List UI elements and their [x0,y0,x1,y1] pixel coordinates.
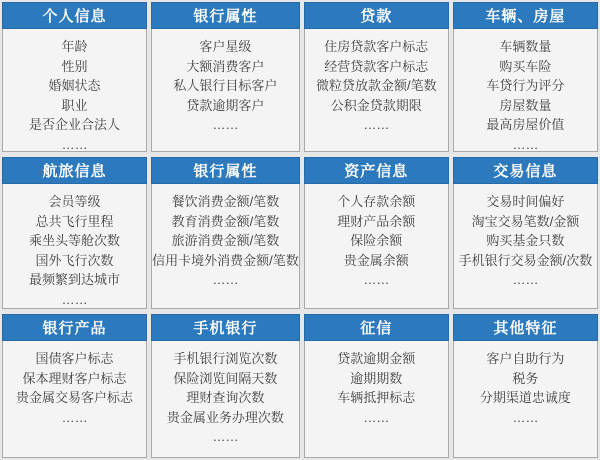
category-card [151,2,300,152]
feature-item: 税务 [512,370,539,386]
feature-item: 购买车险 [499,58,552,74]
feature-item: 客户自助行为 [486,351,565,366]
feature-item: 最频繁到达城市 [29,272,121,287]
feature-item: 公积金贷款期限 [330,97,422,113]
feature-item: 微粒贷放款金额/笔数 [316,78,437,93]
feature-item: 车贷行为评分 [486,78,565,93]
feature-item: …… [61,291,88,307]
feature-item: 保险余额 [350,233,403,248]
feature-item: 会员等级 [48,194,101,209]
feature-item: 国外飞行次数 [35,252,114,268]
category-item-list [453,184,598,309]
feature-item: …… [61,136,88,152]
category-card [2,157,147,309]
feature-item: …… [212,272,239,287]
feature-item: 车辆数量 [499,39,552,54]
feature-item: 旅游消费金额/笔数 [171,233,280,248]
feature-item: 总共飞行里程 [35,213,114,229]
feature-item: 理财产品余额 [337,213,416,229]
category-item-list [2,341,147,458]
feature-item: 餐饮消费金额/笔数 [171,194,280,209]
feature-item: 大额消费客户 [186,58,265,74]
feature-item: …… [363,409,390,425]
feature-item: 分期渠道忠诚度 [479,390,571,405]
feature-item: 乘坐头等舱次数 [29,233,121,248]
feature-item: 最高房屋价值 [486,117,565,132]
feature-item: …… [363,272,390,287]
feature-item: 客户星级 [199,39,252,54]
category-item-list [151,184,300,309]
category-card [304,314,449,458]
category-card [453,2,598,152]
feature-item: 是否企业合法人 [29,117,121,132]
category-item-list [2,184,147,309]
feature-item: 理财查询次数 [186,390,265,405]
feature-item: 性别 [61,58,88,74]
feature-item: …… [363,117,390,132]
category-header: 航旅信息 [2,157,147,184]
feature-item: 贷款逾期金额 [337,351,416,366]
feature-item: 贵金属交易客户标志 [16,390,134,405]
feature-item: 个人存款余额 [337,194,416,209]
category-item-list [453,29,598,152]
feature-item: …… [212,429,239,444]
feature-item: 手机银行交易金额/次数 [458,252,593,268]
category-item-list [453,341,598,458]
feature-item: 手机银行浏览次数 [173,351,278,366]
category-card [304,157,449,309]
feature-item: 贵金属业务办理次数 [166,409,284,425]
category-header: 银行产品 [2,314,147,341]
feature-item: 职业 [61,97,88,113]
feature-item: 信用卡境外消费金额/笔数 [152,252,299,268]
feature-item: 年龄 [61,39,88,54]
category-header: 资产信息 [304,157,449,184]
category-card [2,314,147,458]
feature-item: …… [512,136,539,152]
feature-item: …… [512,409,539,425]
category-item-list [2,29,147,152]
category-card [453,314,598,458]
category-item-list [304,184,449,309]
category-header: 交易信息 [453,157,598,184]
feature-item: 淘宝交易笔数/金额 [471,213,580,229]
feature-item: …… [512,272,539,287]
category-item-list [151,341,300,458]
category-header: 银行属性 [151,2,300,29]
category-item-list [304,29,449,152]
category-header: 银行属性 [151,157,300,184]
category-item-list [304,341,449,458]
feature-item: 房屋数量 [499,97,552,113]
feature-item: 购买基金只数 [486,233,565,248]
feature-item: 婚姻状态 [48,78,101,93]
category-card [453,157,598,309]
feature-item: 私人银行目标客户 [173,78,278,93]
feature-item: 贷款逾期客户 [186,97,265,113]
feature-item: 车辆抵押标志 [337,390,416,405]
feature-item: 交易时间偏好 [486,194,565,209]
category-header: 其他特征 [453,314,598,341]
feature-item: 经营贷款客户标志 [324,58,429,74]
feature-item: 贵金属余额 [343,252,409,268]
feature-item: 国债客户标志 [35,351,114,366]
category-card [304,2,449,152]
category-card [2,2,147,152]
category-card [151,157,300,309]
feature-item: …… [61,409,88,425]
category-header: 车辆、房屋 [453,2,598,29]
category-header: 个人信息 [2,2,147,29]
feature-item: …… [212,117,239,132]
category-card [151,314,300,458]
category-header: 手机银行 [151,314,300,341]
feature-item: 住房贷款客户标志 [324,39,429,54]
feature-item: 保本理财客户标志 [22,370,127,386]
category-header: 贷款 [304,2,449,29]
feature-item: 保险浏览间隔天数 [173,370,278,386]
feature-item: 逾期期数 [350,370,403,386]
feature-item: 教育消费金额/笔数 [171,213,280,229]
category-header: 征信 [304,314,449,341]
category-item-list [151,29,300,152]
